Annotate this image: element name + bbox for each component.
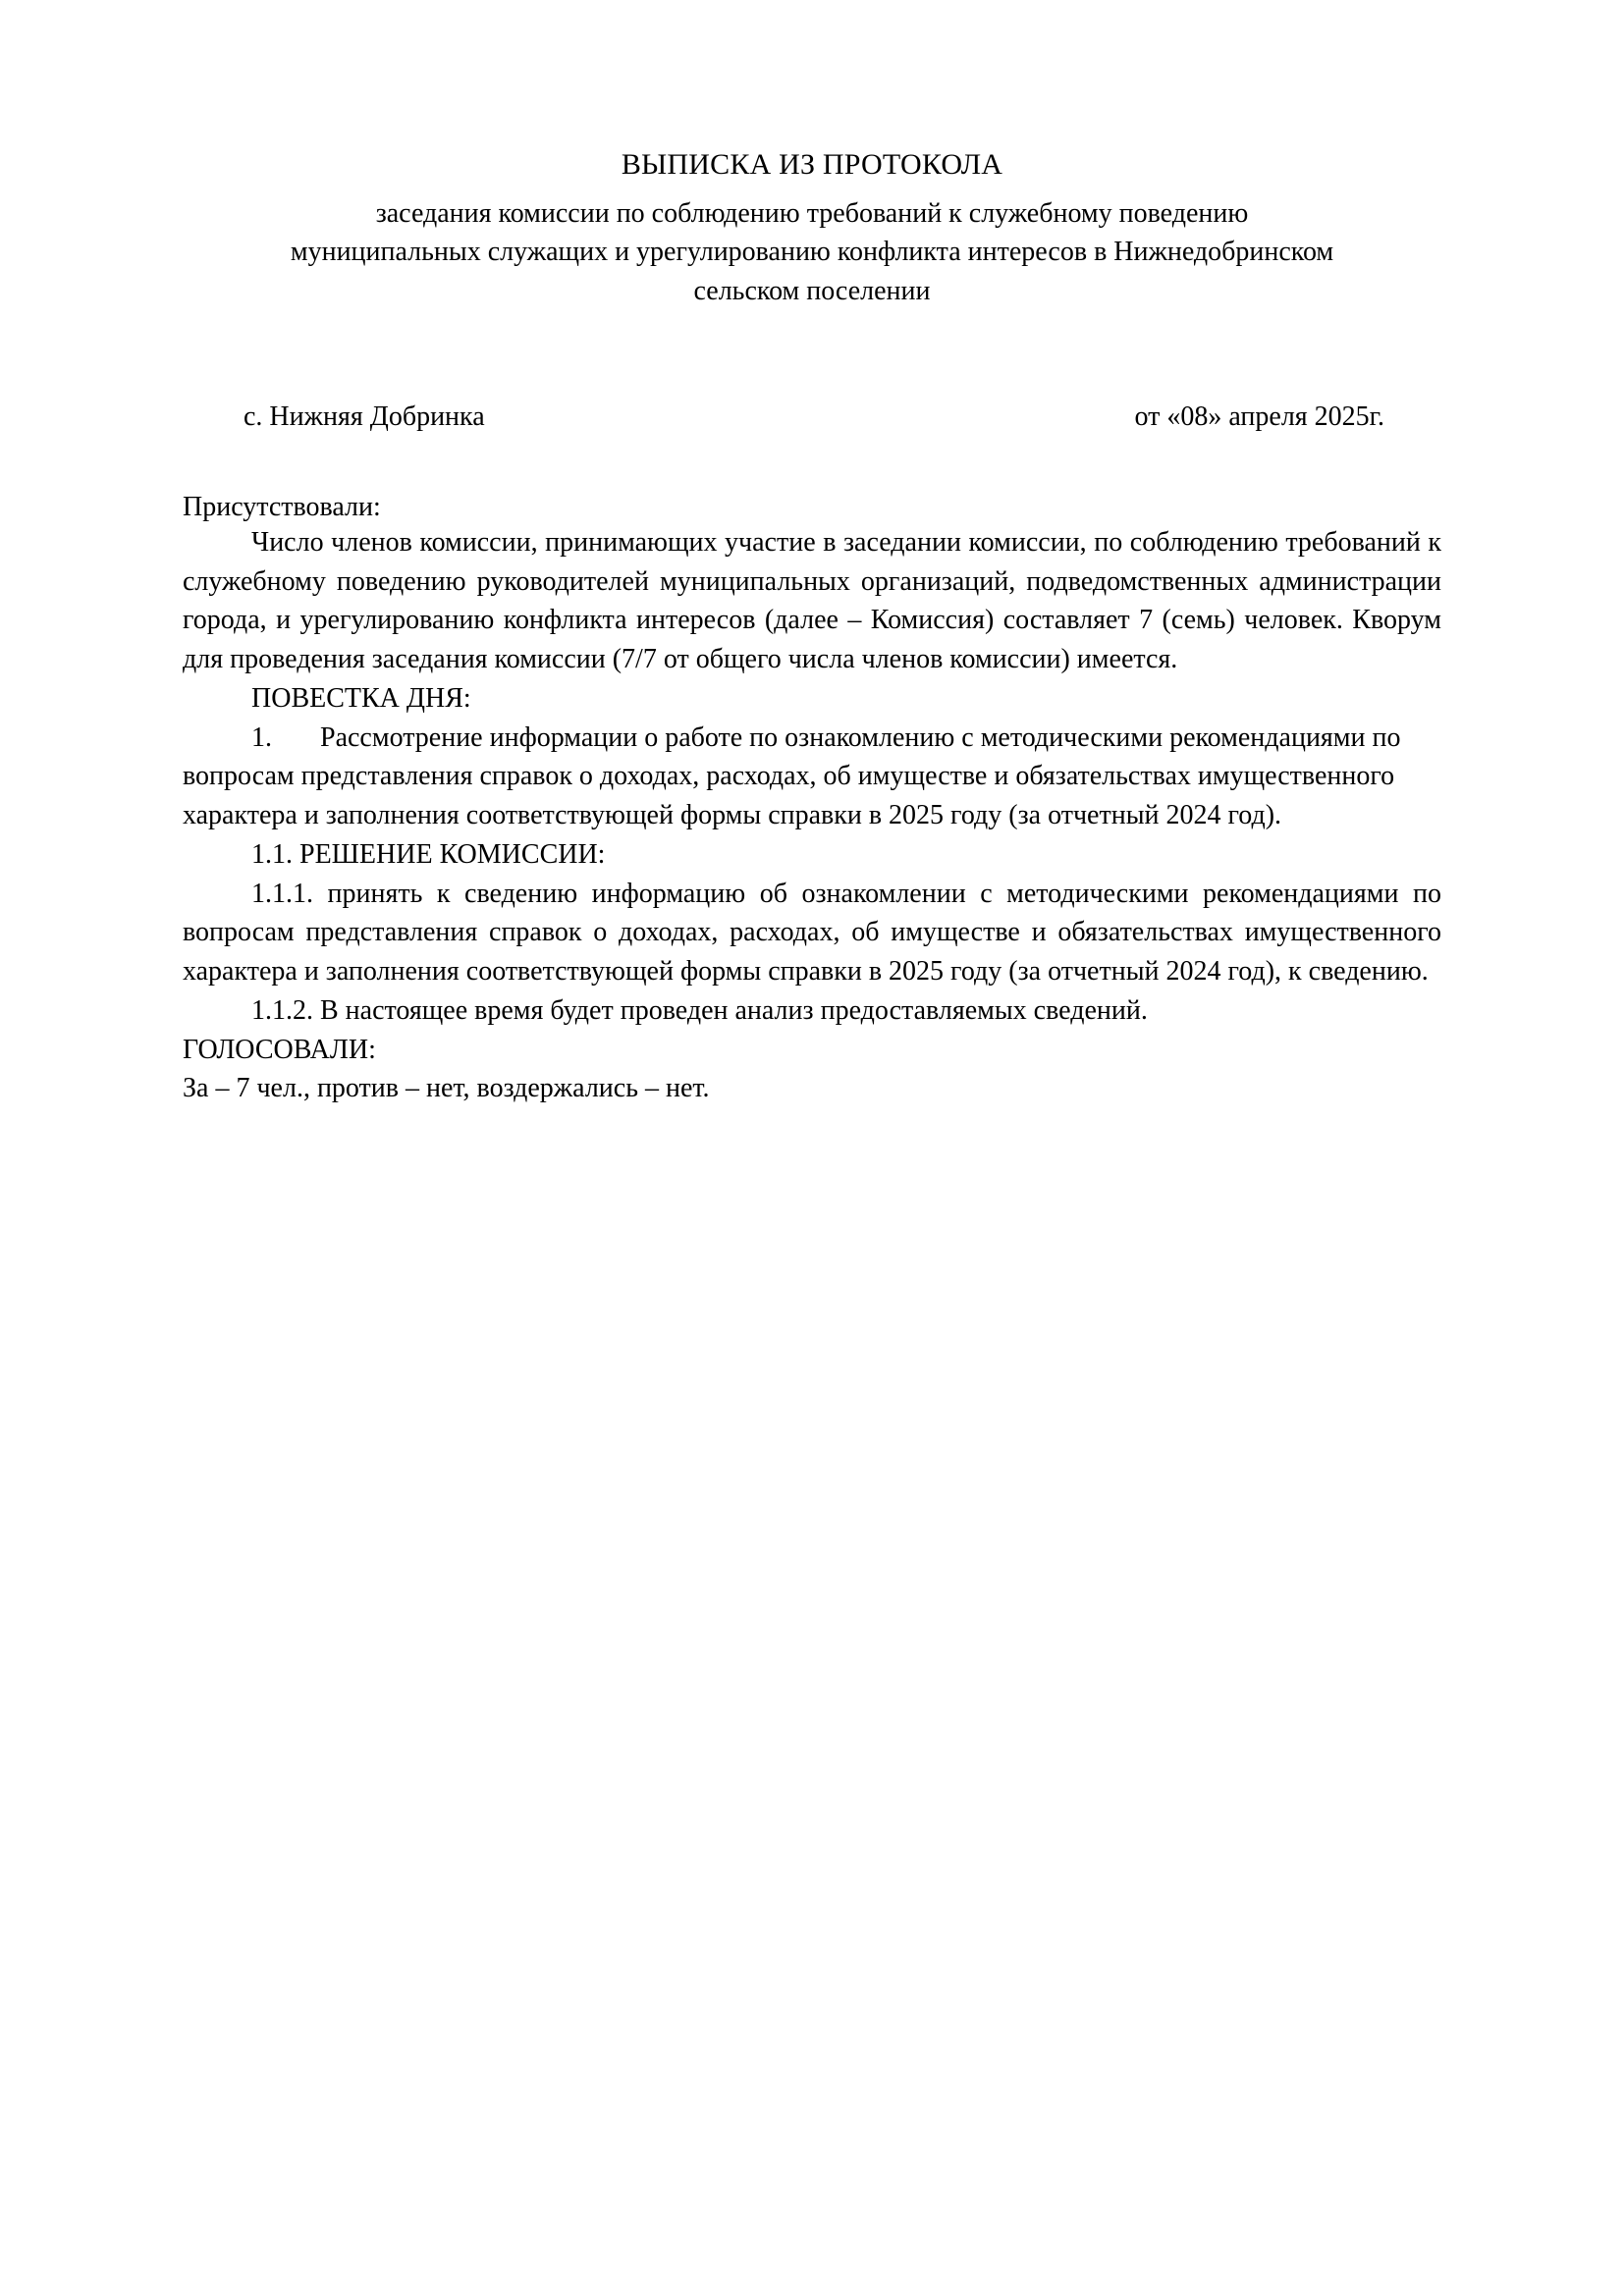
agenda-item-1: [183, 719, 1441, 835]
subtitle-line-2: муниципальных служащих и урегулированию конфликта интересов в Нижнедобринском: [290, 237, 1334, 268]
subtitle-line-1: заседания комиссии по соблюдению требований к служебному поведению: [375, 197, 1249, 229]
vote-result: За – 7 чел., против – нет, воздержались – нет.: [183, 1073, 710, 1104]
meta-place: с. Нижняя Добринка: [244, 400, 485, 432]
meta-date: от «08» апреля 2025г.: [1134, 400, 1384, 432]
page-title: ВЫПИСКА ИЗ ПРОТОКОЛА: [621, 148, 1003, 181]
document-meta: [183, 401, 1441, 433]
agenda-item-text: Рассмотрение информации о работе по ознакомлению с методическими рекомендациями по вопросам представления справок о доходах, расходах, об имуществе и обязательствах имущественного характера и заполнения соответствующей формы справки в 2025 году (за отчетный 2024 год).: [183, 721, 1401, 831]
agenda-heading: ПОВЕСТКА ДНЯ:: [251, 682, 471, 714]
quorum-paragraph: Число членов комиссии, принимающих участие в заседании комиссии, по соблюдению требований к служебному поведению руководителей муниципальных организаций, подведомственных администрации города, и урегулированию конфликта интересов (далее – Комиссия) составляет 7 (семь) человек. Кворум для проведения заседания комиссии (7/7 от общего числа членов комиссии) имеется.: [183, 526, 1441, 675]
agenda-item-number: 1.: [251, 721, 272, 753]
decision-item-2: 1.1.2. В настоящее время будет проведен анализ предоставляемых сведений.: [251, 994, 1148, 1026]
attendees-label: Присутствовали:: [183, 491, 381, 522]
subtitle-line-3: сельском поселении: [693, 276, 931, 307]
vote-label: ГОЛОСОВАЛИ:: [183, 1034, 376, 1065]
decision-item-1: 1.1.1. принять к сведению информацию об ознакомлении с методическими рекомендациями по вопросам представления справок о доходах, расходах, об имуществе и обязательствах имущественного характера и заполнения соответствующей формы справки в 2025 году (за отчетный 2024 год), к сведению.: [183, 878, 1441, 988]
document-subtitle: [183, 194, 1441, 311]
decision-heading: 1.1. РЕШЕНИЕ КОМИССИИ:: [251, 838, 606, 870]
